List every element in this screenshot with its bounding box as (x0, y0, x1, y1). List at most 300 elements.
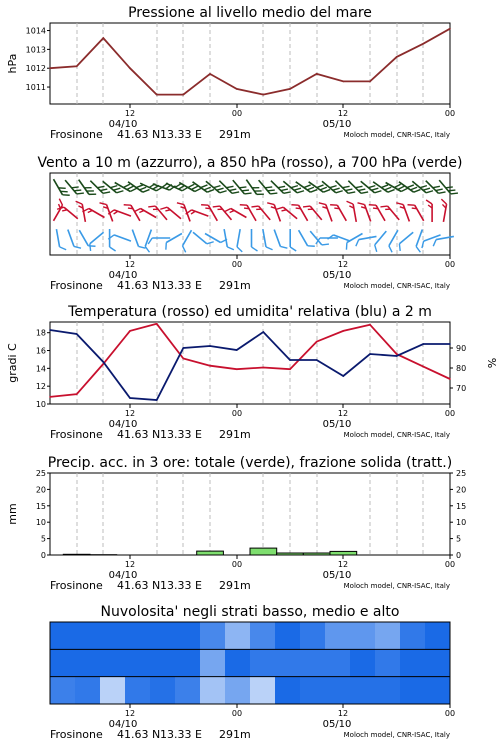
wind-barb-shaft-1-13 (220, 206, 232, 220)
wind-barb-shaft-2-29 (424, 235, 441, 241)
pressure-line-point-15 (449, 28, 451, 30)
wind-barb-1-30 (438, 199, 448, 222)
x-tick-label-3-2: 12 (337, 560, 349, 569)
cloud-cell-0-2 (100, 622, 126, 649)
wind-barb-shaft-1-5 (114, 210, 131, 216)
y-tick-label-left-0-3: 1014 (25, 26, 46, 36)
wind-barb-flag-2-30 (432, 240, 437, 247)
pressure-line-point-7 (236, 88, 238, 90)
cloud-cell-0-13 (375, 622, 401, 649)
x-tick-label-4-3: 00 (444, 709, 456, 718)
wind-barb-2-2 (79, 227, 95, 249)
cloud-cell-1-10 (300, 649, 326, 676)
x-tick-label-4-1: 00 (231, 709, 243, 718)
pressure-line-point-3 (129, 67, 131, 69)
x-tick-label-2-3: 00 (444, 409, 456, 418)
wind-barb-flag-2-22 (328, 234, 334, 241)
cloud-cell-1-8 (250, 649, 276, 676)
wind-barb-flag-2-19 (308, 243, 315, 249)
y-tick-label-left-2-3: 16 (35, 346, 46, 356)
temperature-line-point-11 (343, 330, 345, 332)
wind-barb-shaft-1-1 (64, 207, 78, 219)
wind-barb-flag-2-10 (181, 246, 188, 252)
wind-barb-2-4 (110, 229, 116, 251)
panel-title-1: Vento a 10 m (azzurro), a 850 hPa (rosso), a 700 hPa (verde) (37, 155, 463, 171)
x-tick-label-0-1: 00 (231, 109, 243, 118)
wind-barb-shaft-2-1 (68, 230, 74, 247)
precip-bar-11 (330, 551, 357, 555)
cloud-cell-0-8 (250, 622, 276, 649)
wind-barb-shaft-1-24 (365, 205, 371, 222)
temperature-line-point-1 (76, 393, 78, 395)
temperature-line-point-9 (289, 368, 291, 370)
y-axis-label-right-2: % (485, 357, 498, 369)
temperature-line-point-5 (183, 358, 185, 360)
wind-barb-0-0 (54, 176, 70, 198)
location-lat-2: 41.63 N (117, 428, 161, 441)
cloud-cell-2-10 (300, 677, 326, 704)
wind-barb-2-15 (252, 229, 258, 251)
humidity-line-point-10 (316, 359, 318, 361)
pressure-line-point-0 (49, 67, 51, 69)
temperature-line-point-15 (449, 378, 451, 380)
wind-barb-flag-2-9 (163, 243, 169, 250)
location-name-4: Frosinone (50, 728, 103, 741)
humidity-line-point-9 (289, 359, 291, 361)
temperature-line-point-3 (129, 330, 131, 332)
temperature-line-point-14 (423, 366, 425, 368)
temperature-line-point-4 (156, 323, 158, 325)
wind-barb-2-14 (236, 229, 246, 252)
pressure-line-point-1 (76, 66, 78, 68)
humidity-line-point-4 (156, 399, 158, 401)
cloud-cell-1-1 (75, 649, 101, 676)
credit-4: Moloch model, CNR-ISAC, Italy (343, 731, 450, 739)
wind-barb-shaft-2-3 (90, 232, 104, 244)
pressure-line-point-9 (289, 88, 291, 90)
wind-barb-flag-1-15 (240, 202, 247, 208)
y-tick-label-left-3-3: 15 (35, 501, 46, 511)
pressure-line-point-12 (369, 81, 371, 83)
wind-barb-1-22 (330, 202, 346, 224)
y-tick-label-right-3-0: 0 (456, 551, 462, 560)
wind-barb-shaft-2-2 (79, 230, 88, 246)
y-tick-label-left-2-4: 18 (35, 328, 46, 338)
x-day-label-3-0: 04/10 (108, 570, 138, 581)
precip-bar-10 (303, 553, 330, 555)
cloud-cell-0-6 (200, 622, 226, 649)
temperature-line-point-12 (369, 324, 371, 326)
cloud-cell-1-9 (275, 649, 301, 676)
x-tick-label-1-3: 00 (444, 260, 456, 269)
wind-barb-shaft-1-23 (353, 204, 356, 222)
cloud-cell-2-8 (250, 677, 276, 704)
wind-barb-flag-1-30 (441, 199, 448, 204)
wind-barb-shaft-1-3 (89, 209, 105, 218)
wind-barb-1-29 (426, 200, 432, 222)
panel-title-4: Nuvolosita' negli strati basso, medio e alto (100, 604, 400, 620)
wind-barb-flag-2-25 (372, 245, 379, 252)
wind-barb-2-30 (432, 236, 455, 246)
y-tick-label-right-2-2: 90 (456, 344, 467, 353)
cloud-cell-2-4 (150, 677, 176, 704)
wind-barb-2-9 (163, 234, 185, 250)
humidity-line-point-1 (76, 333, 78, 335)
y-axis-label-2: gradi C (6, 343, 19, 383)
wind-barb-1-26 (380, 203, 399, 224)
wind-barb-2-3 (87, 232, 108, 251)
wind-barb-flag-1-22 (330, 202, 337, 208)
wind-barb-flag-1-6 (124, 202, 131, 208)
wind-barb-shaft-1-22 (337, 205, 346, 221)
wind-barb-0-30 (439, 176, 458, 197)
x-day-label-3-1: 05/10 (322, 570, 352, 581)
wind-barb-1-28 (408, 202, 424, 224)
wind-barb-2-5 (108, 234, 131, 247)
y-tick-label-left-0-0: 1011 (25, 83, 46, 93)
wind-barb-flag-0-2 (89, 191, 96, 198)
x-tick-label-3-3: 00 (444, 560, 456, 569)
wind-barb-0-21 (322, 177, 343, 196)
wind-barb-flag-1-21 (319, 201, 326, 207)
y-axis-label-0: hPa (6, 53, 19, 74)
wind-barb-2-16 (263, 228, 273, 251)
credit-2: Moloch model, CNR-ISAC, Italy (343, 431, 450, 439)
wind-barb-1-13 (213, 203, 232, 224)
cloud-cell-1-7 (225, 649, 251, 676)
wind-barb-2-6 (132, 227, 145, 250)
wind-barb-0-22 (335, 176, 355, 196)
pressure-line-point-10 (316, 73, 318, 75)
wind-barb-0-8 (153, 178, 176, 191)
wind-barb-flag-1-28 (408, 202, 415, 208)
humidity-line-point-6 (209, 345, 211, 347)
wind-barb-1-16 (251, 203, 270, 224)
wind-barb-shaft-2-13 (224, 229, 227, 247)
temperature-line-point-0 (49, 396, 51, 398)
x-tick-label-4-0: 12 (124, 709, 136, 718)
cloud-cell-1-4 (150, 649, 176, 676)
x-day-label-1-0: 04/10 (108, 270, 138, 281)
y-tick-label-left-3-4: 20 (35, 485, 46, 495)
cloud-cell-0-1 (75, 622, 101, 649)
wind-barb-flag-1-19 (291, 202, 298, 208)
pressure-line-point-6 (209, 73, 211, 75)
humidity-line-point-3 (129, 397, 131, 399)
cloud-cell-2-9 (275, 677, 301, 704)
pressure-line-point-5 (183, 94, 185, 96)
x-tick-label-1-0: 12 (124, 260, 136, 269)
humidity-line-point-7 (236, 349, 238, 351)
cloud-cell-2-5 (175, 677, 201, 704)
wind-barb-0-15 (246, 176, 264, 197)
cloud-cell-1-0 (50, 649, 76, 676)
location-name-2: Frosinone (50, 428, 103, 441)
humidity-line (50, 330, 450, 400)
wind-barb-2-24 (355, 236, 378, 246)
wind-barb-flag-2-28 (415, 246, 422, 252)
x-tick-label-2-2: 12 (337, 409, 349, 418)
wind-barb-1-25 (369, 202, 385, 224)
x-day-label-0-1: 05/10 (322, 119, 352, 130)
wind-barb-flag-2-26 (387, 246, 394, 252)
panel-frame-3 (50, 473, 450, 555)
cloud-cell-0-7 (225, 622, 251, 649)
wind-barb-flag-2-13 (227, 246, 234, 251)
credit-0: Moloch model, CNR-ISAC, Italy (343, 131, 450, 139)
cloud-cell-0-12 (350, 622, 376, 649)
wind-barb-flag-2-15 (252, 247, 258, 251)
wind-barb-1-20 (303, 203, 322, 224)
y-tick-label-right-3-4: 20 (456, 485, 467, 495)
wind-barb-flag-2-24 (355, 240, 360, 247)
location-elev-1: 291m (219, 279, 251, 292)
wind-barb-1-23 (347, 200, 357, 223)
wind-barb-1-8 (148, 203, 167, 224)
wind-barb-shaft-1-11 (191, 210, 208, 216)
y-tick-label-left-3-1: 5 (40, 534, 46, 544)
x-tick-label-0-2: 12 (337, 109, 349, 118)
panel-title-0: Pressione al livello medio del mare (128, 5, 372, 21)
x-day-label-4-1: 05/10 (322, 719, 352, 730)
credit-3: Moloch model, CNR-ISAC, Italy (343, 582, 450, 590)
cloud-cell-1-15 (425, 649, 451, 676)
x-tick-label-0-0: 12 (124, 109, 136, 118)
wind-barb-shaft-1-9 (167, 207, 181, 219)
y-tick-label-right-3-1: 5 (456, 534, 462, 544)
wind-barb-shaft-2-30 (436, 236, 454, 239)
y-tick-label-right-3-5: 25 (456, 469, 467, 478)
cloud-cell-0-14 (400, 622, 426, 649)
wind-barb-0-12 (206, 177, 227, 196)
location-lon-1: 13.33 E (160, 279, 202, 292)
precip-bar-6 (197, 551, 224, 555)
wind-barb-flag-2-0 (60, 246, 67, 251)
wind-barb-flag-1-17 (267, 201, 274, 207)
location-lat-0: 41.63 N (117, 128, 161, 141)
cloud-cell-1-13 (375, 649, 401, 676)
wind-barb-shaft-1-20 (310, 206, 322, 220)
wind-barb-flag-1-23 (347, 200, 354, 205)
humidity-line-point-13 (396, 355, 398, 357)
cloud-cell-0-5 (175, 622, 201, 649)
cloud-cell-1-5 (175, 649, 201, 676)
precip-bar-9 (277, 553, 304, 555)
location-lon-0: 13.33 E (160, 128, 202, 141)
wind-barb-1-15 (240, 202, 256, 224)
wind-barb-shaft-1-28 (415, 205, 424, 221)
location-elev-4: 291m (219, 728, 251, 741)
x-day-label-2-1: 05/10 (322, 419, 352, 430)
wind-barb-flag-2-16 (266, 246, 273, 251)
location-lat-1: 41.63 N (117, 279, 161, 292)
wind-barb-shaft-1-21 (326, 205, 332, 222)
pressure-line (50, 29, 450, 95)
wind-barb-1-9 (160, 205, 181, 224)
wind-barb-2-13 (224, 228, 234, 251)
x-day-label-2-0: 04/10 (108, 419, 138, 430)
location-elev-0: 291m (219, 128, 251, 141)
wind-barb-2-0 (56, 228, 66, 251)
pressure-line-point-13 (396, 56, 398, 58)
x-tick-label-2-0: 12 (124, 409, 136, 418)
wind-barb-1-27 (396, 201, 409, 224)
x-tick-label-4-2: 12 (337, 709, 349, 718)
cloud-cell-1-3 (125, 649, 151, 676)
wind-barb-flag-2-18 (290, 247, 296, 251)
humidity-line-point-8 (263, 331, 265, 333)
wind-barb-1-6 (124, 202, 140, 224)
precip-bar-8 (250, 548, 277, 555)
wind-barb-shaft-2-19 (299, 230, 308, 246)
temperature-line-point-7 (236, 368, 238, 370)
wind-barb-flag-2-29 (420, 241, 426, 248)
wind-barb-flag-2-6 (138, 244, 145, 250)
humidity-line-point-5 (183, 347, 185, 349)
x-tick-label-0-3: 00 (444, 109, 456, 118)
wind-barb-1-7 (134, 207, 156, 223)
cloud-cell-2-3 (125, 677, 151, 704)
wind-barb-shaft-1-19 (299, 205, 308, 221)
wind-barb-0-7 (140, 178, 162, 193)
wind-barb-1-0 (48, 199, 64, 221)
cloud-cell-1-14 (400, 649, 426, 676)
wind-barb-flag-2-4 (110, 247, 116, 251)
cloud-cell-0-9 (275, 622, 301, 649)
location-lon-4: 13.33 E (160, 728, 202, 741)
temperature-line-point-10 (316, 341, 318, 343)
wind-barb-0-2 (79, 176, 97, 197)
wind-barb-shaft-1-15 (247, 205, 256, 221)
location-elev-2: 291m (219, 428, 251, 441)
x-tick-label-3-1: 00 (231, 560, 243, 569)
y-tick-label-left-2-2: 14 (35, 364, 46, 374)
location-name-1: Frosinone (50, 279, 103, 292)
y-tick-label-right-2-0: 70 (456, 384, 467, 393)
x-tick-label-3-0: 12 (124, 560, 136, 569)
x-tick-label-1-1: 00 (231, 260, 243, 269)
cloud-cell-2-13 (375, 677, 401, 704)
pressure-line-point-4 (156, 94, 158, 96)
pressure-line-point-14 (423, 43, 425, 45)
location-lon-3: 13.33 E (160, 579, 202, 592)
y-tick-label-left-3-5: 25 (35, 469, 46, 478)
wind-barb-shaft-2-12 (205, 234, 221, 243)
wind-barb-shaft-0-5 (115, 183, 131, 192)
wind-barb-flag-1-24 (358, 201, 365, 207)
wind-barb-2-23 (343, 234, 365, 250)
wind-barb-2-25 (372, 231, 391, 252)
cloud-cell-0-10 (300, 622, 326, 649)
x-day-label-4-0: 04/10 (108, 719, 138, 730)
panel-title-2: Temperatura (rosso) ed umidita' relativa (blu) a 2 m (68, 304, 432, 320)
cloud-cell-2-1 (75, 677, 101, 704)
humidity-line-point-15 (449, 343, 451, 345)
cloud-cell-1-12 (350, 649, 376, 676)
temperature-line-point-13 (396, 353, 398, 355)
cloud-cell-0-3 (125, 622, 151, 649)
location-lat-3: 41.63 N (117, 579, 161, 592)
humidity-line-point-12 (369, 353, 371, 355)
cloud-cell-2-14 (400, 677, 426, 704)
wind-barb-0-3 (90, 176, 110, 196)
pressure-line-point-8 (263, 94, 265, 96)
wind-barb-1-19 (291, 202, 307, 224)
wind-barb-shaft-2-25 (375, 231, 387, 245)
humidity-line-point-2 (103, 361, 105, 363)
cloud-cell-2-15 (425, 677, 451, 704)
x-tick-label-1-2: 12 (337, 260, 349, 269)
y-tick-label-left-3-2: 10 (35, 518, 46, 528)
y-tick-label-right-2-1: 80 (456, 364, 467, 373)
wind-barb-shaft-2-0 (56, 229, 59, 247)
wind-barb-shaft-2-27 (399, 232, 413, 244)
precip-bar-1 (63, 554, 90, 555)
cloud-cell-0-0 (50, 622, 76, 649)
wind-barb-shaft-2-10 (183, 230, 192, 246)
wind-barb-shaft-1-16 (259, 206, 271, 220)
wind-barb-1-24 (358, 201, 371, 224)
wind-barb-2-17 (274, 227, 287, 250)
x-day-label-1-1: 05/10 (322, 270, 352, 281)
wind-barb-flag-2-23 (343, 243, 349, 250)
wind-barb-2-27 (396, 232, 417, 251)
wind-barb-1-21 (319, 201, 332, 224)
wind-barb-shaft-2-5 (114, 235, 131, 241)
wind-barb-0-13 (219, 176, 239, 196)
wind-barb-1-17 (267, 201, 280, 224)
x-day-label-0-0: 04/10 (108, 119, 138, 130)
wind-barb-shaft-1-2 (82, 204, 85, 222)
cloud-cell-2-0 (50, 677, 76, 704)
cloud-cell-2-7 (225, 677, 251, 704)
cloud-cell-0-4 (150, 622, 176, 649)
wind-barb-flag-2-14 (236, 247, 243, 252)
location-lat-4: 41.63 N (117, 728, 161, 741)
location-lon-2: 13.33 E (160, 428, 202, 441)
wind-barb-flag-2-20 (322, 241, 329, 248)
wind-barb-shaft-1-25 (376, 205, 385, 221)
wind-barb-flag-2-17 (280, 244, 287, 250)
cloud-cell-1-2 (100, 649, 126, 676)
y-tick-label-left-0-1: 1012 (25, 64, 46, 74)
wind-barb-shaft-0-0 (54, 179, 63, 195)
temperature-line (50, 324, 450, 397)
wind-barb-shaft-1-27 (403, 205, 409, 222)
wind-barb-2-18 (290, 229, 296, 251)
wind-barb-shaft-2-28 (416, 230, 422, 247)
cloud-cell-2-2 (100, 677, 126, 704)
wind-barb-shaft-2-14 (237, 229, 240, 247)
y-axis-label-3: mm (6, 503, 19, 525)
wind-barb-shaft-2-24 (359, 236, 377, 239)
wind-barb-shaft-1-14 (231, 209, 247, 218)
pressure-line-point-11 (343, 81, 345, 83)
wind-barb-shaft-1-17 (274, 205, 280, 222)
temperature-line-point-8 (263, 367, 265, 369)
location-name-0: Frosinone (50, 128, 103, 141)
wind-barb-flag-1-29 (426, 200, 432, 204)
cloud-cell-0-11 (325, 622, 351, 649)
y-tick-label-left-3-0: 0 (40, 551, 46, 560)
wind-barb-shaft-0-2 (79, 180, 89, 195)
y-tick-label-right-3-3: 15 (456, 501, 467, 511)
wind-barb-flag-1-12 (201, 202, 208, 208)
wind-barb-shaft-2-23 (347, 234, 363, 243)
cloud-cell-1-11 (325, 649, 351, 676)
pressure-line-point-2 (103, 37, 105, 39)
cloud-cell-2-11 (325, 677, 351, 704)
